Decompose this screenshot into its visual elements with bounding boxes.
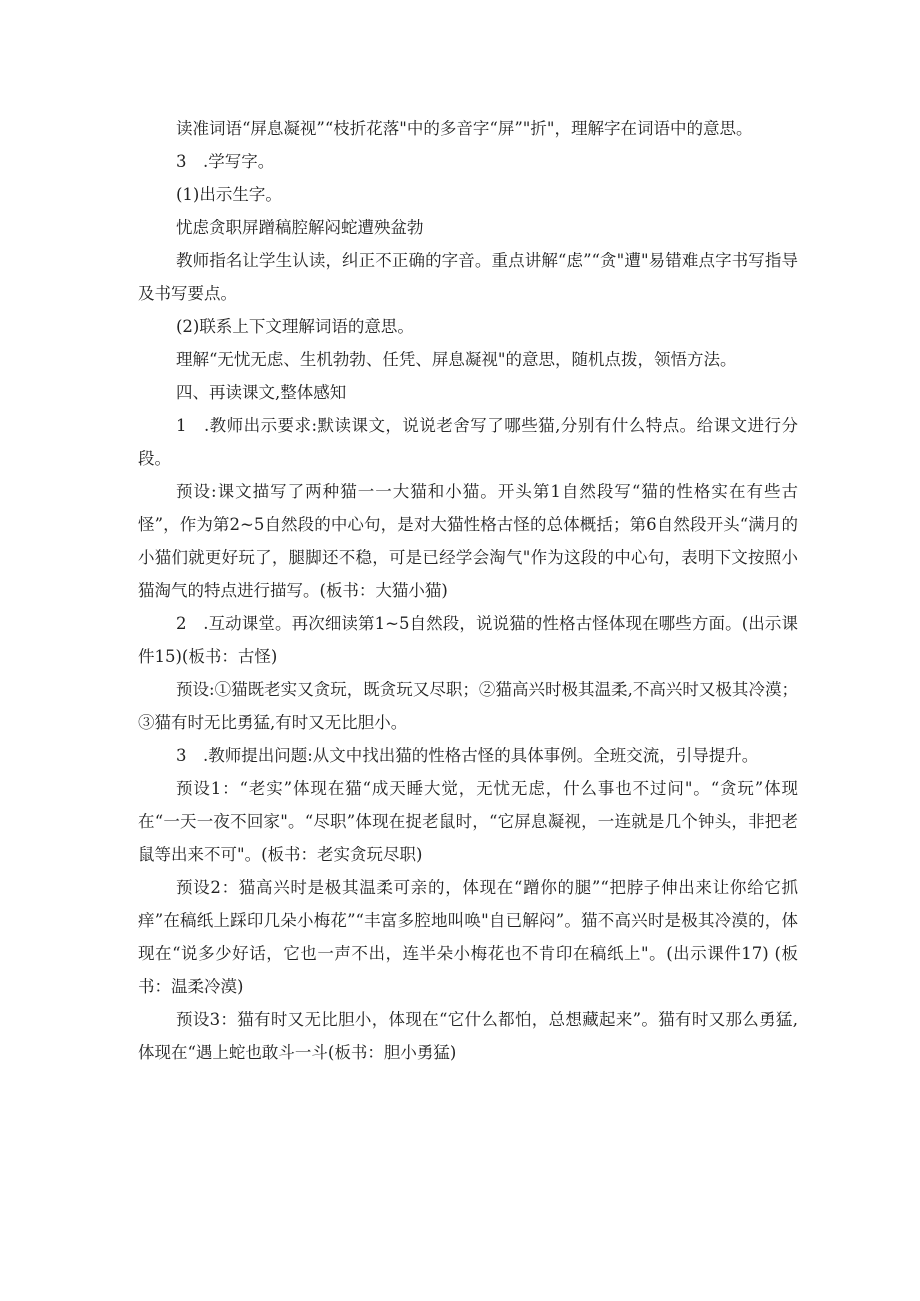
paragraph-preset-traits: 预设:①猫既老实又贪玩，既贪玩又尽职；②猫高兴时极其温柔,不高兴时又极其冷漠；③猫有时无比勇猛,有时又无比胆小。 bbox=[138, 680, 798, 732]
paragraph-preset-2: 预设2：猫高兴时是极其温柔可亲的，体现在“蹭你的腿”“把脖子伸出来让你给它抓痒”在稿纸上踩印几朵小梅花”“丰富多腔地叫唤"自已解闷”。猫不高兴时是极其冷漠的，体现在“说多少好话，它也一声不出，连半朵小梅花也不肯印在稿纸上"。(出示课件17) (板书：温柔冷漠) bbox=[138, 878, 798, 996]
paragraph-context-words: (2)联系上下文理解词语的意思。 bbox=[176, 317, 414, 336]
paragraph-polyphone-reading: 读准词语“屏息凝视”“枝折花落"中的多音字“屏”"折"，理解字在词语中的意思。 bbox=[176, 119, 753, 138]
paragraph-preset-two-cats: 预设:课文描写了两种猫一一大猫和小猫。开头第1自然段写“猫的性格实在有些古怪”，作为第2~5自然段的中心句，是对大猫性格古怪的总体概括；第6自然段开头“满月的小猫们就更好玩了，腿脚还不稳，可是已经学会淘气"作为这段的中心句，表明下文按照小猫淘气的特点进行描写。(板书：大猫小猫) bbox=[138, 482, 798, 600]
paragraph-interactive-class: 2 .互动课堂。再次细读第1~5自然段，说说猫的性格古怪体现在哪些方面。(出示课件15)(板书：古怪) bbox=[138, 614, 798, 666]
section-heading-reread: 四、再读课文,整体感知 bbox=[176, 383, 347, 402]
paragraph-step3-write-characters: 3 .学写字。 bbox=[176, 152, 275, 171]
paragraph-show-new-characters: (1)出示生字。 bbox=[176, 185, 282, 204]
paragraph-character-list: 忧虑贪职屏蹭稿腔解闷蛇遭殃盆勃 bbox=[176, 218, 424, 237]
paragraph-teacher-reading-guidance: 教师指名让学生认读，纠正不正确的字音。重点讲解“虑”“贪"遭"易错难点字书写指导及书写要点。 bbox=[138, 251, 798, 303]
document-body bbox=[138, 112, 798, 1069]
paragraph-preset-3: 预设3：猫有时又无比胆小，体现在“它什么都怕，总想藏起来”。猫有时又那么勇猛,体现在“遇上蛇也敢斗一斗(板书：胆小勇猛) bbox=[138, 1010, 798, 1062]
paragraph-teacher-question: 3 .教师提出问题:从文中找出猫的性格古怪的具体事例。全班交流，引导提升。 bbox=[176, 746, 759, 765]
paragraph-understand-words: 理解“无忧无虑、生机勃勃、任凭、屏息凝视"的意思，随机点拨，领悟方法。 bbox=[176, 350, 737, 369]
paragraph-preset-1: 预设1：“老实”体现在猫“成天睡大觉，无忧无虑，什么事也不过问"。“贪玩”体现在“一天一夜不回家"。“尽职”体现在捉老鼠时，“它屏息凝视，一连就是几个钟头，非把老鼠等出来不可"。(板书：老实贪玩尽职) bbox=[138, 779, 798, 864]
paragraph-teacher-requirement: 1 .教师出示要求:默读课文，说说老舍写了哪些猫,分别有什么特点。给课文进行分段。 bbox=[138, 416, 798, 468]
